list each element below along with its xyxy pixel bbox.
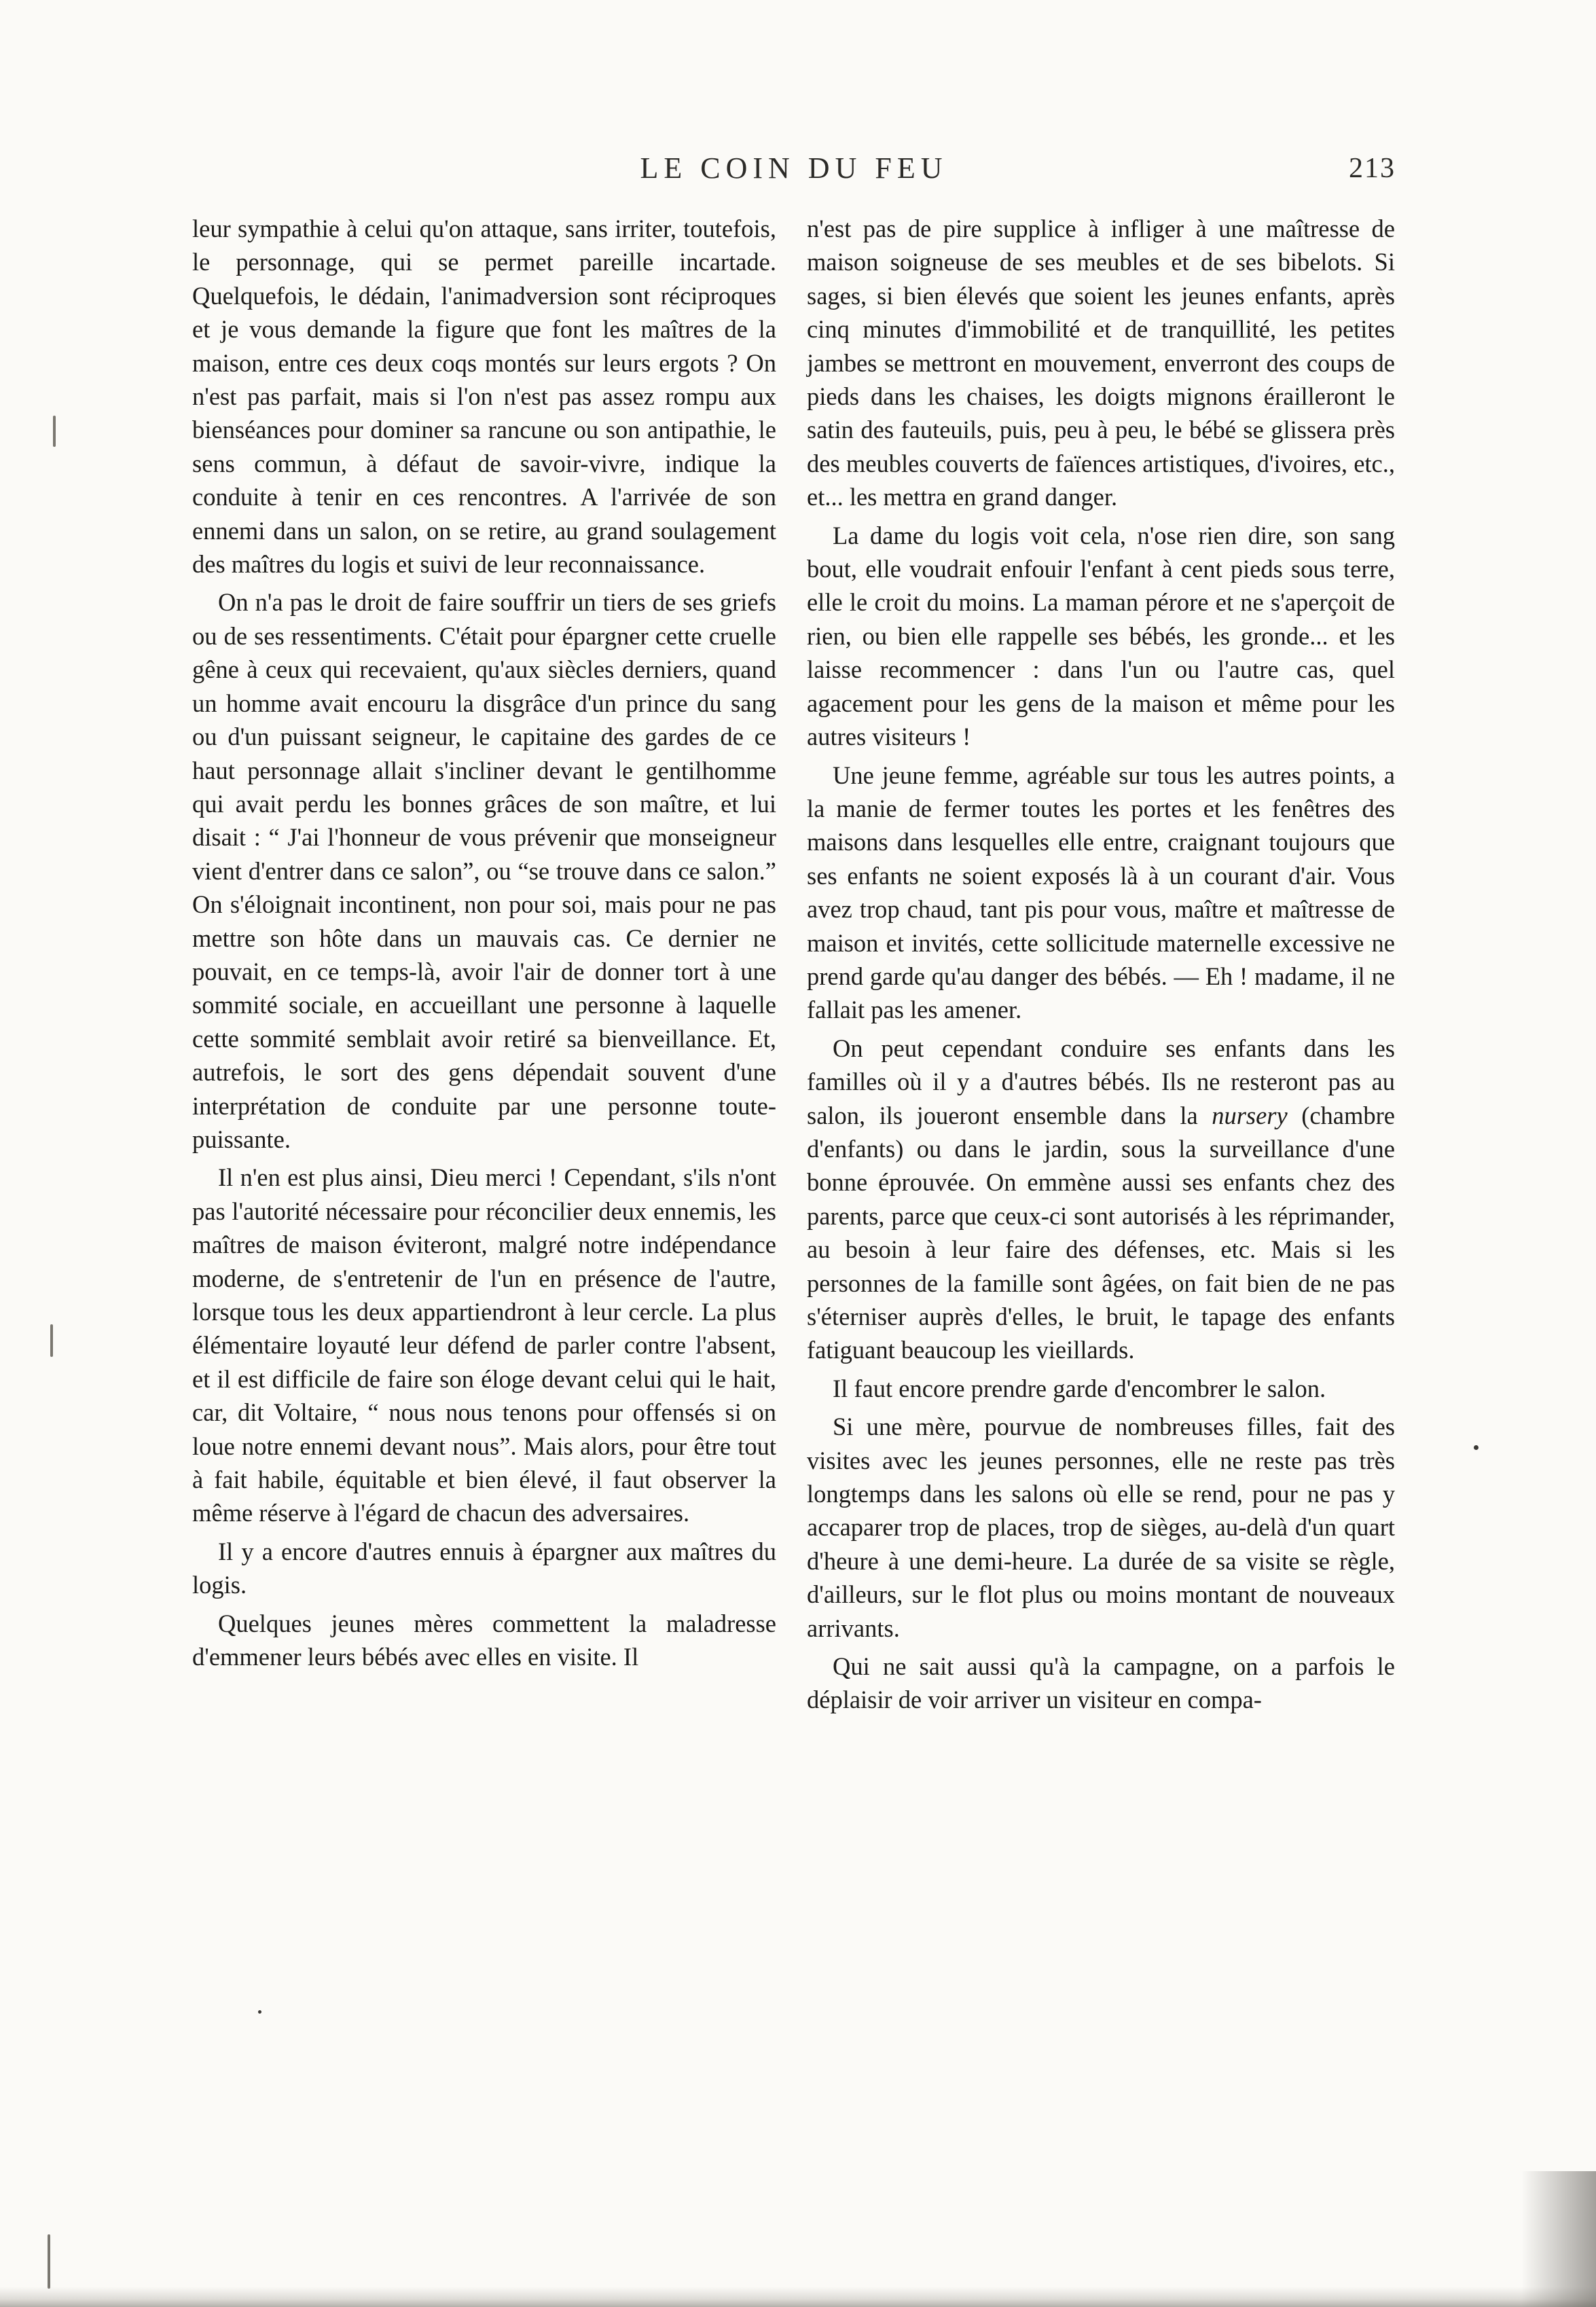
paragraph — [807, 1032, 1395, 1367]
running-title: LE COIN DU FEU — [640, 151, 948, 185]
scan-mark — [48, 2234, 50, 2289]
paragraph: Si une mère, pourvue de nombreuses filles, fait des visites avec les jeunes personnes, elle ne reste pas très longtemps dans les salons où elle se rend, pour ne pas y accaparer trop de places, trop de sièges, au-delà d'un quart d'heure à une demi-heure. La durée de sa visite se règle, d'ailleurs, sur le flot plus ou moins montant de nouveaux arrivants. — [807, 1413, 1395, 1642]
page-number: 213 — [1349, 153, 1396, 184]
paragraph-text: (chambre d'enfants) ou dans le jardin, sous la surveillance d'une bonne éprouvée. On emmène aussi ses enfants chez des parents, parce que ceux-ci sont autorisés à les réprimander, au besoin à leur faire des défenses, etc. Mais si les personnes de la famille sont âgées, on fait bien de ne pas s'éterniser auprès d'elles, le bruit, le tapage des enfants fatiguant beaucoup les vieillards. — [807, 1101, 1395, 1364]
scan-speck — [258, 2010, 261, 2014]
paragraph: Qui ne sait aussi qu'à la campagne, on a parfois le déplaisir de voir arriver un visiteur en compa- — [807, 1652, 1395, 1714]
paragraph-text: On peut cependant conduire ses enfants dans les familles où il y a d'autres bébés. Ils ne resteront pas au salon, ils joueront ensemble dans la — [807, 1034, 1395, 1129]
scan-mark — [50, 1324, 53, 1357]
scan-mark — [53, 416, 56, 447]
scan-speck — [1474, 1445, 1479, 1450]
running-header — [192, 151, 1396, 192]
paragraph: Il faut encore prendre garde d'encombrer le salon. — [833, 1374, 1326, 1402]
italic-term: nursery — [1212, 1101, 1288, 1129]
paragraph: Il y a encore d'autres ennuis à épargner aux maîtres du logis. — [192, 1537, 776, 1599]
right-column — [807, 212, 1395, 1722]
paragraph: Il n'en est plus ainsi, Dieu merci ! Cependant, s'ils n'ont pas l'autorité nécessaire pour réconcilier deux ennemis, les maîtres de maison éviteront, malgré notre indépendance moderne, de s'entretenir de l'un en présence de l'autre, lorsque tous les deux appartiendront à leur cercle. La plus élémentaire loyauté leur défend de parler contre l'absent, et il est difficile de faire son éloge devant celui qui le hait, car, dit Voltaire, “ nous nous tenons pour offensés si on loue notre ennemi devant nous”. Mais alors, pour être tout à fait habile, équitable et bien élevé, il faut observer la même réserve à l'égard de chacun des adversaires. — [192, 1163, 776, 1527]
paragraph: n'est pas de pire supplice à infliger à une maîtresse de maison soigneuse de ses meubles et de ses bibelots. Si sages, si bien élevés que soient les jeunes enfants, après cinq minutes d'immobilité et de tranquillité, les petites jambes se mettront en mouvement, enverront des coups de pieds dans les chaises, les doigts mignons érailleront le satin des fauteuils, puis, peu à peu, le bébé se glissera près des meubles couverts de faïences artistiques, d'ivoires, etc., et... les mettra en grand danger. — [807, 215, 1395, 511]
left-column — [192, 212, 776, 1678]
paragraph: Quelques jeunes mères commettent la maladresse d'emmener leurs bébés avec elles en visite. Il — [192, 1609, 776, 1671]
paragraph: Une jeune femme, agréable sur tous les autres points, a la manie de fermer toutes les portes et les fenêtres des maisons dans lesquelles elle entre, craignant toujours que ses enfants ne soient exposés là à un courant d'air. Vous avez trop chaud, tant pis pour vous, maître et maîtresse de maison et invités, cette sollicitude maternelle excessive ne prend garde qu'au danger des bébés. — Eh ! madame, il ne fallait pas les amener. — [807, 761, 1395, 1024]
scan-edge — [1521, 2171, 1596, 2307]
scan-edge — [0, 2287, 1596, 2307]
paragraph: La dame du logis voit cela, n'ose rien dire, son sang bout, elle voudrait enfouir l'enfant à cent pieds sous terre, elle le croit du moins. La maman pérore et ne s'aperçoit de rien, ou bien elle rappelle ses bébés, les gronde... et les laisse recommencer : dans l'un ou l'autre cas, quel agacement pour les gens de la maison et même pour les autres visiteurs ! — [807, 521, 1395, 751]
paragraph: On n'a pas le droit de faire souffrir un tiers de ses griefs ou de ses ressentiments. C'était pour épargner cette cruelle gêne à ceux qui recevaient, qu'aux siècles derniers, quand un homme avait encouru la disgrâce d'un prince du sang ou d'un puissant seigneur, le capitaine des gardes de ce haut personnage allait s'incliner devant le gentilhomme qui avait perdu les bonnes grâces de son maître, et lui disait : “ J'ai l'honneur de vous prévenir que monseigneur vient d'entrer dans ce salon”, ou “se trouve dans ce salon.” On s'éloignait incontinent, non pour soi, mais pour ne pas mettre son hôte dans un mauvais cas. Ce dernier ne pouvait, en ce temps-là, avoir l'air de donner tort à une sommité sociale, en accueillant une personne à laquelle cette sommité semblait avoir retiré sa bienveillance. Et, autrefois, le sort des gens dépendait souvent d'une interprétation de conduite par une personne toute-puissante. — [192, 588, 776, 1153]
paragraph: leur sympathie à celui qu'on attaque, sans irriter, toutefois, le personnage, qui se permet pareille incartade. Quelquefois, le dédain, l'animadversion sont réciproques et je vous demande la figure que font les maîtres de la maison, entre ces deux coqs montés sur leurs ergots ? On n'est pas parfait, mais si l'on n'est pas assez rompu aux bienséances pour dominer sa rancune ou son antipathie, le sens commun, à défaut de savoir-vivre, indique la conduite à tenir en ces rencontres. A l'arrivée de son ennemi dans un salon, on se retire, au grand soulagement des maîtres du logis et suivi de leur reconnaissance. — [192, 215, 776, 579]
